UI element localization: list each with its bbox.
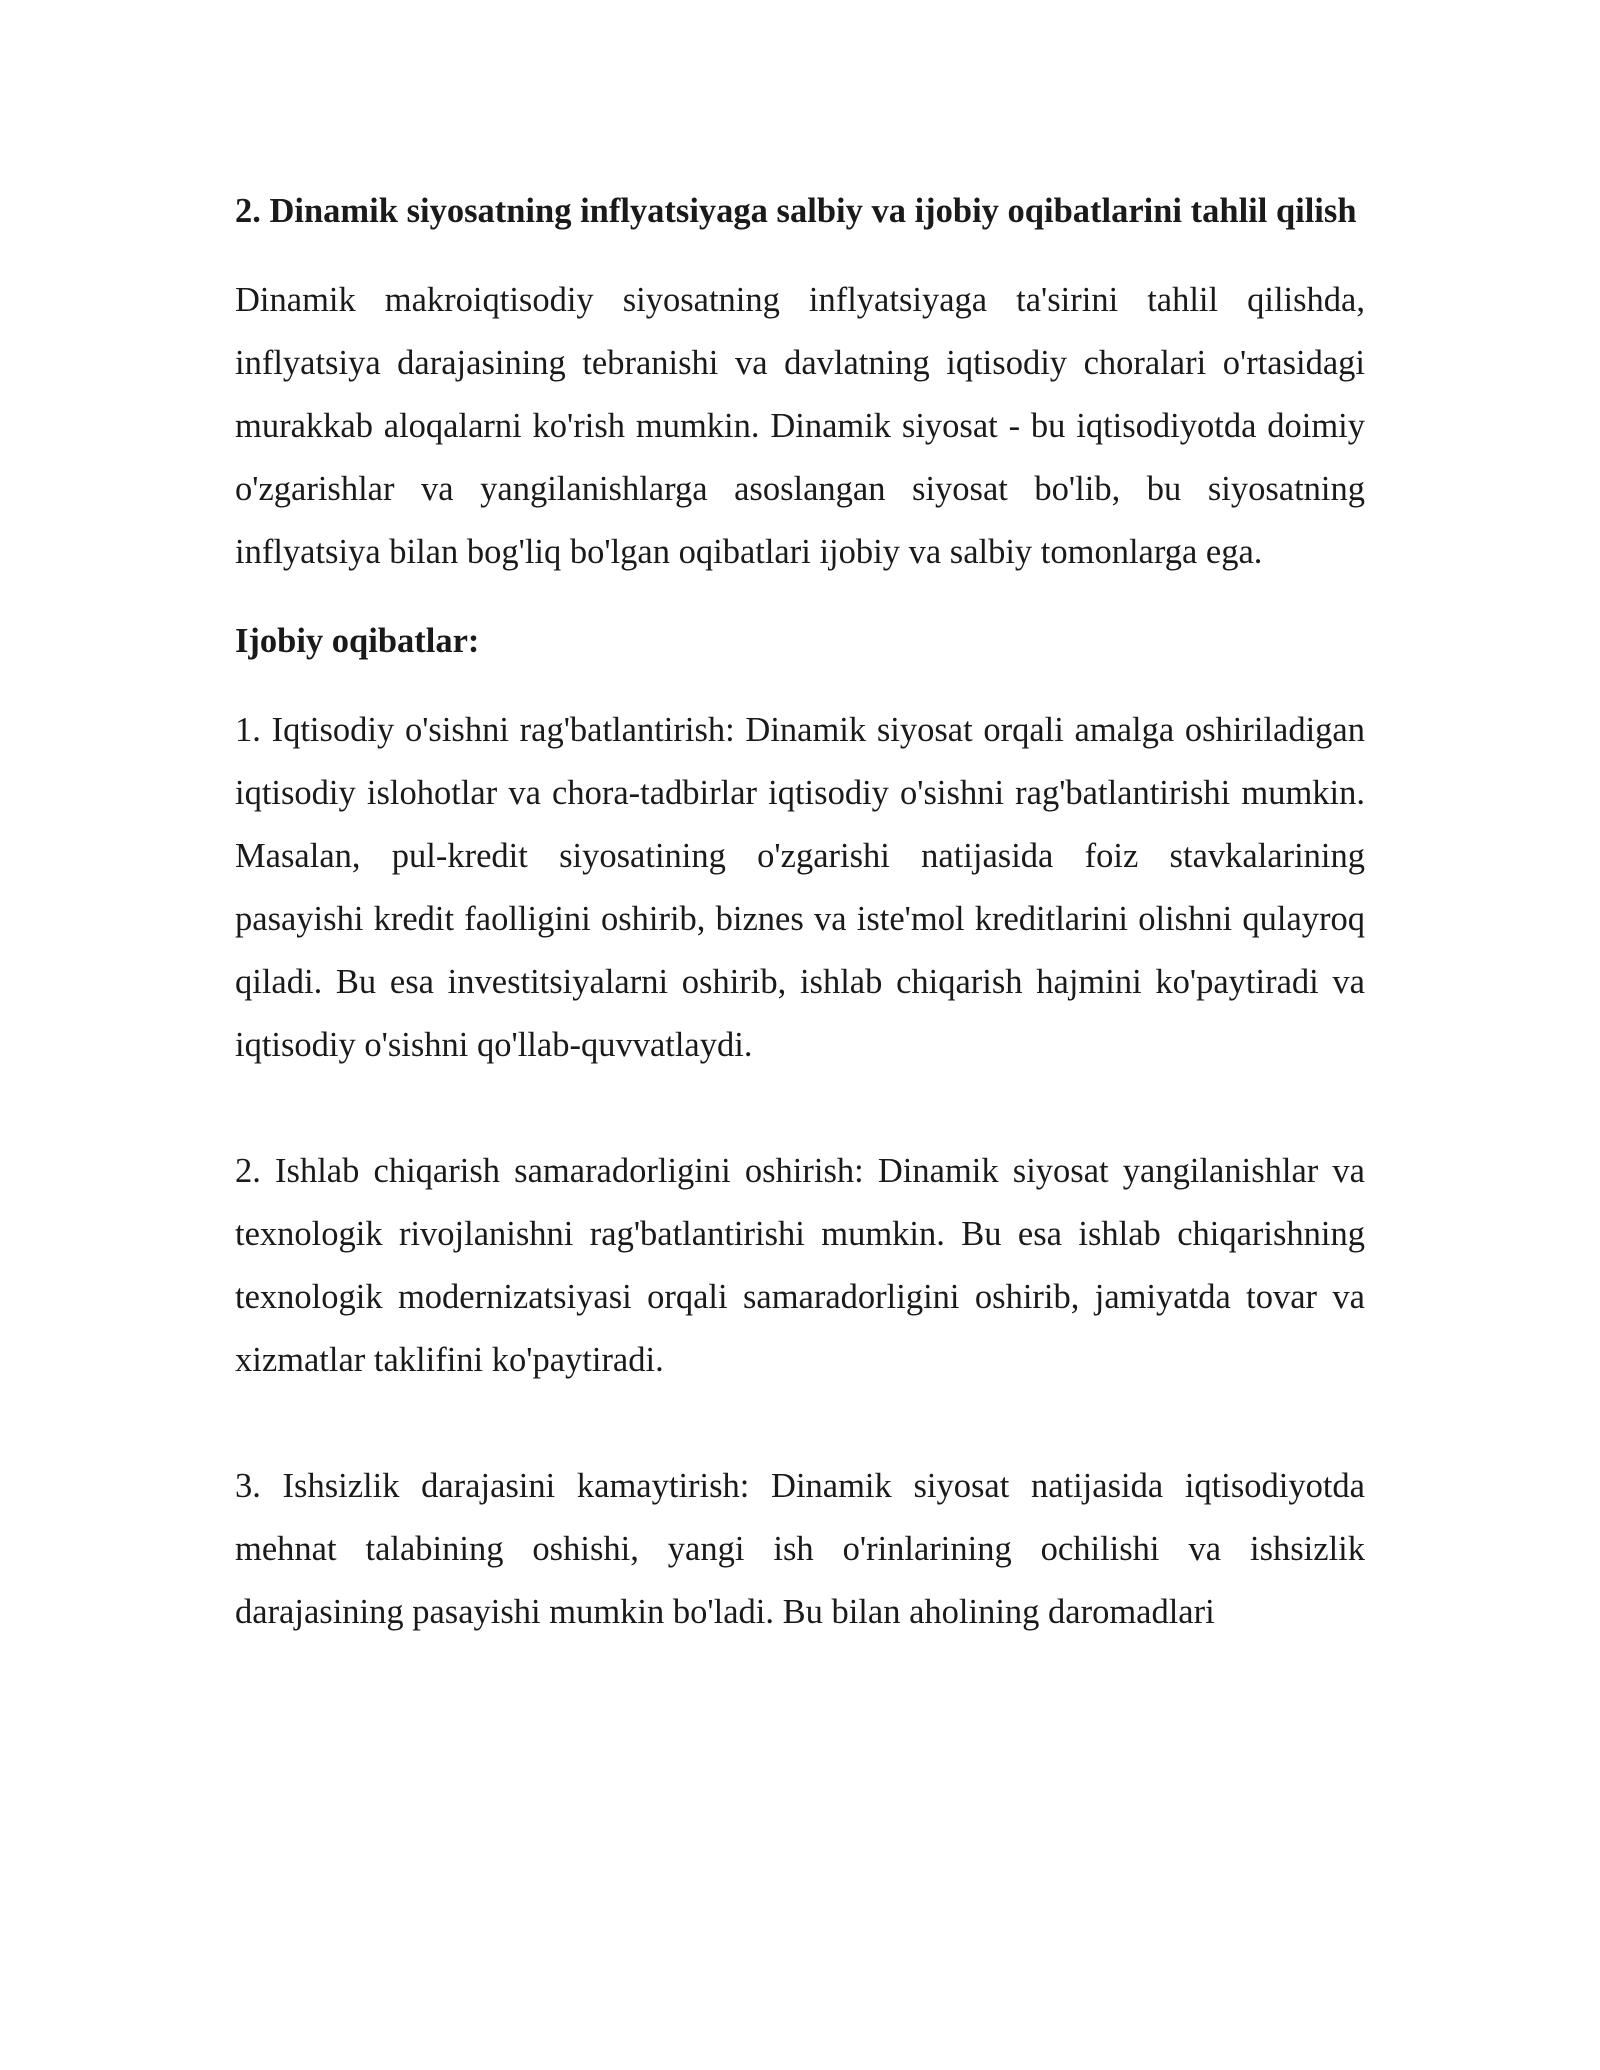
list-item: 3. Ishsizlik darajasini kamaytirish: Dinamik siyosat natijasida iqtisodiyotda mehnat talabining oshishi, yangi ish o'rinlarining ochilishi va ishsizlik darajasining pasayishi mumkin bo'ladi. Bu bilan aholining daromadlari bbox=[235, 1467, 1365, 1631]
list-item: 1. Iqtisodiy o'sishni rag'batlantirish: Dinamik siyosat orqali amalga oshiriladigan iqtisodiy islohotlar va chora-tadbirlar iqtisodiy o'sishni rag'batlantirishi mumkin. Masalan, pul-kredit siyosatining o'zgarishi natijasida foiz stavkalarining pasayishi kredit faolligini oshirib, biznes va iste'mol kreditlarini olishni qulayroq qiladi. Bu esa investitsiyalarni oshirib, ishlab chiqarish hajmini ko'paytiradi va iqtisodiy o'sishni qo'llab-quvvatlaydi. bbox=[235, 711, 1365, 1064]
intro-paragraph: Dinamik makroiqtisodiy siyosatning inflyatsiyaga ta'sirini tahlil qilishda, inflyatsiya darajasining tebranishi va davlatning iqtisodiy choralari o'rtasidagi murakkab aloqalarni ko'rish mumkin. Dinamik siyosat - bu iqtisodiyotda doimiy o'zgarishlar va yangilanishlarga asoslangan siyosat bo'lib, bu siyosatning inflyatsiya bilan bog'liq bo'lgan oqibatlari ijobiy va salbiy tomonlarga ega. bbox=[235, 281, 1365, 571]
list-item: 2. Ishlab chiqarish samaradorligini oshirish: Dinamik siyosat yangilanishlar va texnologik rivojlanishni rag'batlantirishi mumkin. Bu esa ishlab chiqarishning texnologik modernizatsiyasi orqali samaradorligini oshirib, jamiyatda tovar va xizmatlar taklifini ko'paytiradi. bbox=[235, 1152, 1365, 1379]
section-heading: 2. Dinamik siyosatning inflyatsiyaga salbiy va ijobiy oqibatlarini tahlil qilish bbox=[235, 192, 1357, 230]
document-page bbox=[235, 180, 1365, 1644]
positive-consequences-heading: Ijobiy oqibatlar: bbox=[235, 622, 480, 660]
